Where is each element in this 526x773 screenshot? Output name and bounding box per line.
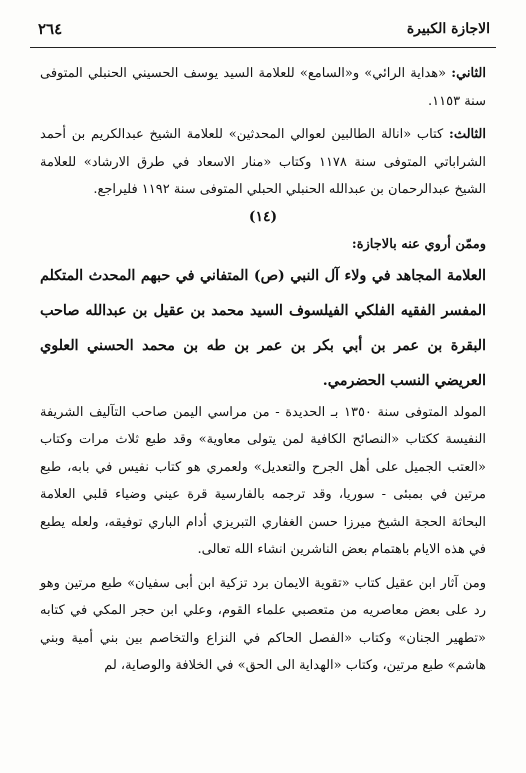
running-title: الاجازة الكبيرة (406, 21, 490, 37)
header-rule (30, 47, 496, 48)
paragraph-lead: الثاني: (451, 66, 486, 81)
paragraph-biography: المولد المتوفى سنة ١٣٥٠ بـ الحديدة - من مراسي اليمن صاحب التآليف الشريفة النفيسة ككتاب «النصائح الكافية لمن يتولى معاوية» وقد طبع ثلاث مرات وكتاب «العتب الجميل على أهل الجرح والتعديل» ولعمري هو كتاب نفيس في بابه، طبع مرتين في بمبئى - سوريا، وقد ترجمه بالفارسية قرة عيني وضياء قلبي العلامة البحاثة الحجة الشيخ ميرزا حسن الغفاري التبريزي أدام الباري توفيقه، ولعله يطبع في هذه الايام باهتمام بعض الناشرين انشاء الله تعالى. (40, 404, 486, 557)
paragraph-text: «هداية الرائي» و«السامع» للعلامة السيد يوسف الحسيني الحنبلي المتوفى سنة ١١٥٣. (40, 66, 486, 109)
paragraph-works: ومن آثار ابن عقيل كتاب «تقوية الايمان برد تزكية ابن أبى سفيان» طبع مرتين وهو رد على بعض معاصريه من متعصبي علماء القوم، وعلي ابن حجر المكي في كتابه «تطهير الجنان» وكتاب «الفصل الحاكم في النزاع والتخاصم بين بني أمية وبني هاشم» طبع مرتين، وكتاب «الهداية الى الحق» في الخلافة والوصاية، لم (40, 575, 486, 673)
paragraph-second-source (40, 60, 486, 115)
page-body (40, 60, 486, 680)
section-intro: وممّن أروي عنه بالاجازة: (351, 237, 486, 252)
page-number: ٢٦٤ (38, 20, 63, 38)
running-header (38, 14, 490, 44)
paragraph-text: كتاب «انالة الطالبين لعوالي المحدثين» للعلامة الشيخ عبدالكريم بن أحمد الشراباتي المتوفى سنة ١١٧٨ وكتاب «منار الاسعاد في طرق الارشاد» للعلامة الشيخ عبدالرحمان بن عبدالله الحنبلي الحبلي المتوفى سنة ١١٩٢ فليراجع. (40, 127, 486, 197)
paragraph-third-source (40, 121, 486, 204)
paragraph-lead: الثالث: (449, 127, 486, 142)
section-number: (١٤) (248, 208, 278, 225)
scholar-title: العلامة المجاهد في ولاء آل النبي (ص) المتفاني في حبهم المحدث المتكلم المفسر الفقيه الفلكي الفيلسوف السيد محمد بن عقيل بن عبدالله صاحب البقرة بن عمر بن أبي بكر بن عمر بن طه بن محمد الحسني العلوي العريضي النسب الحضرمي. (40, 267, 486, 389)
